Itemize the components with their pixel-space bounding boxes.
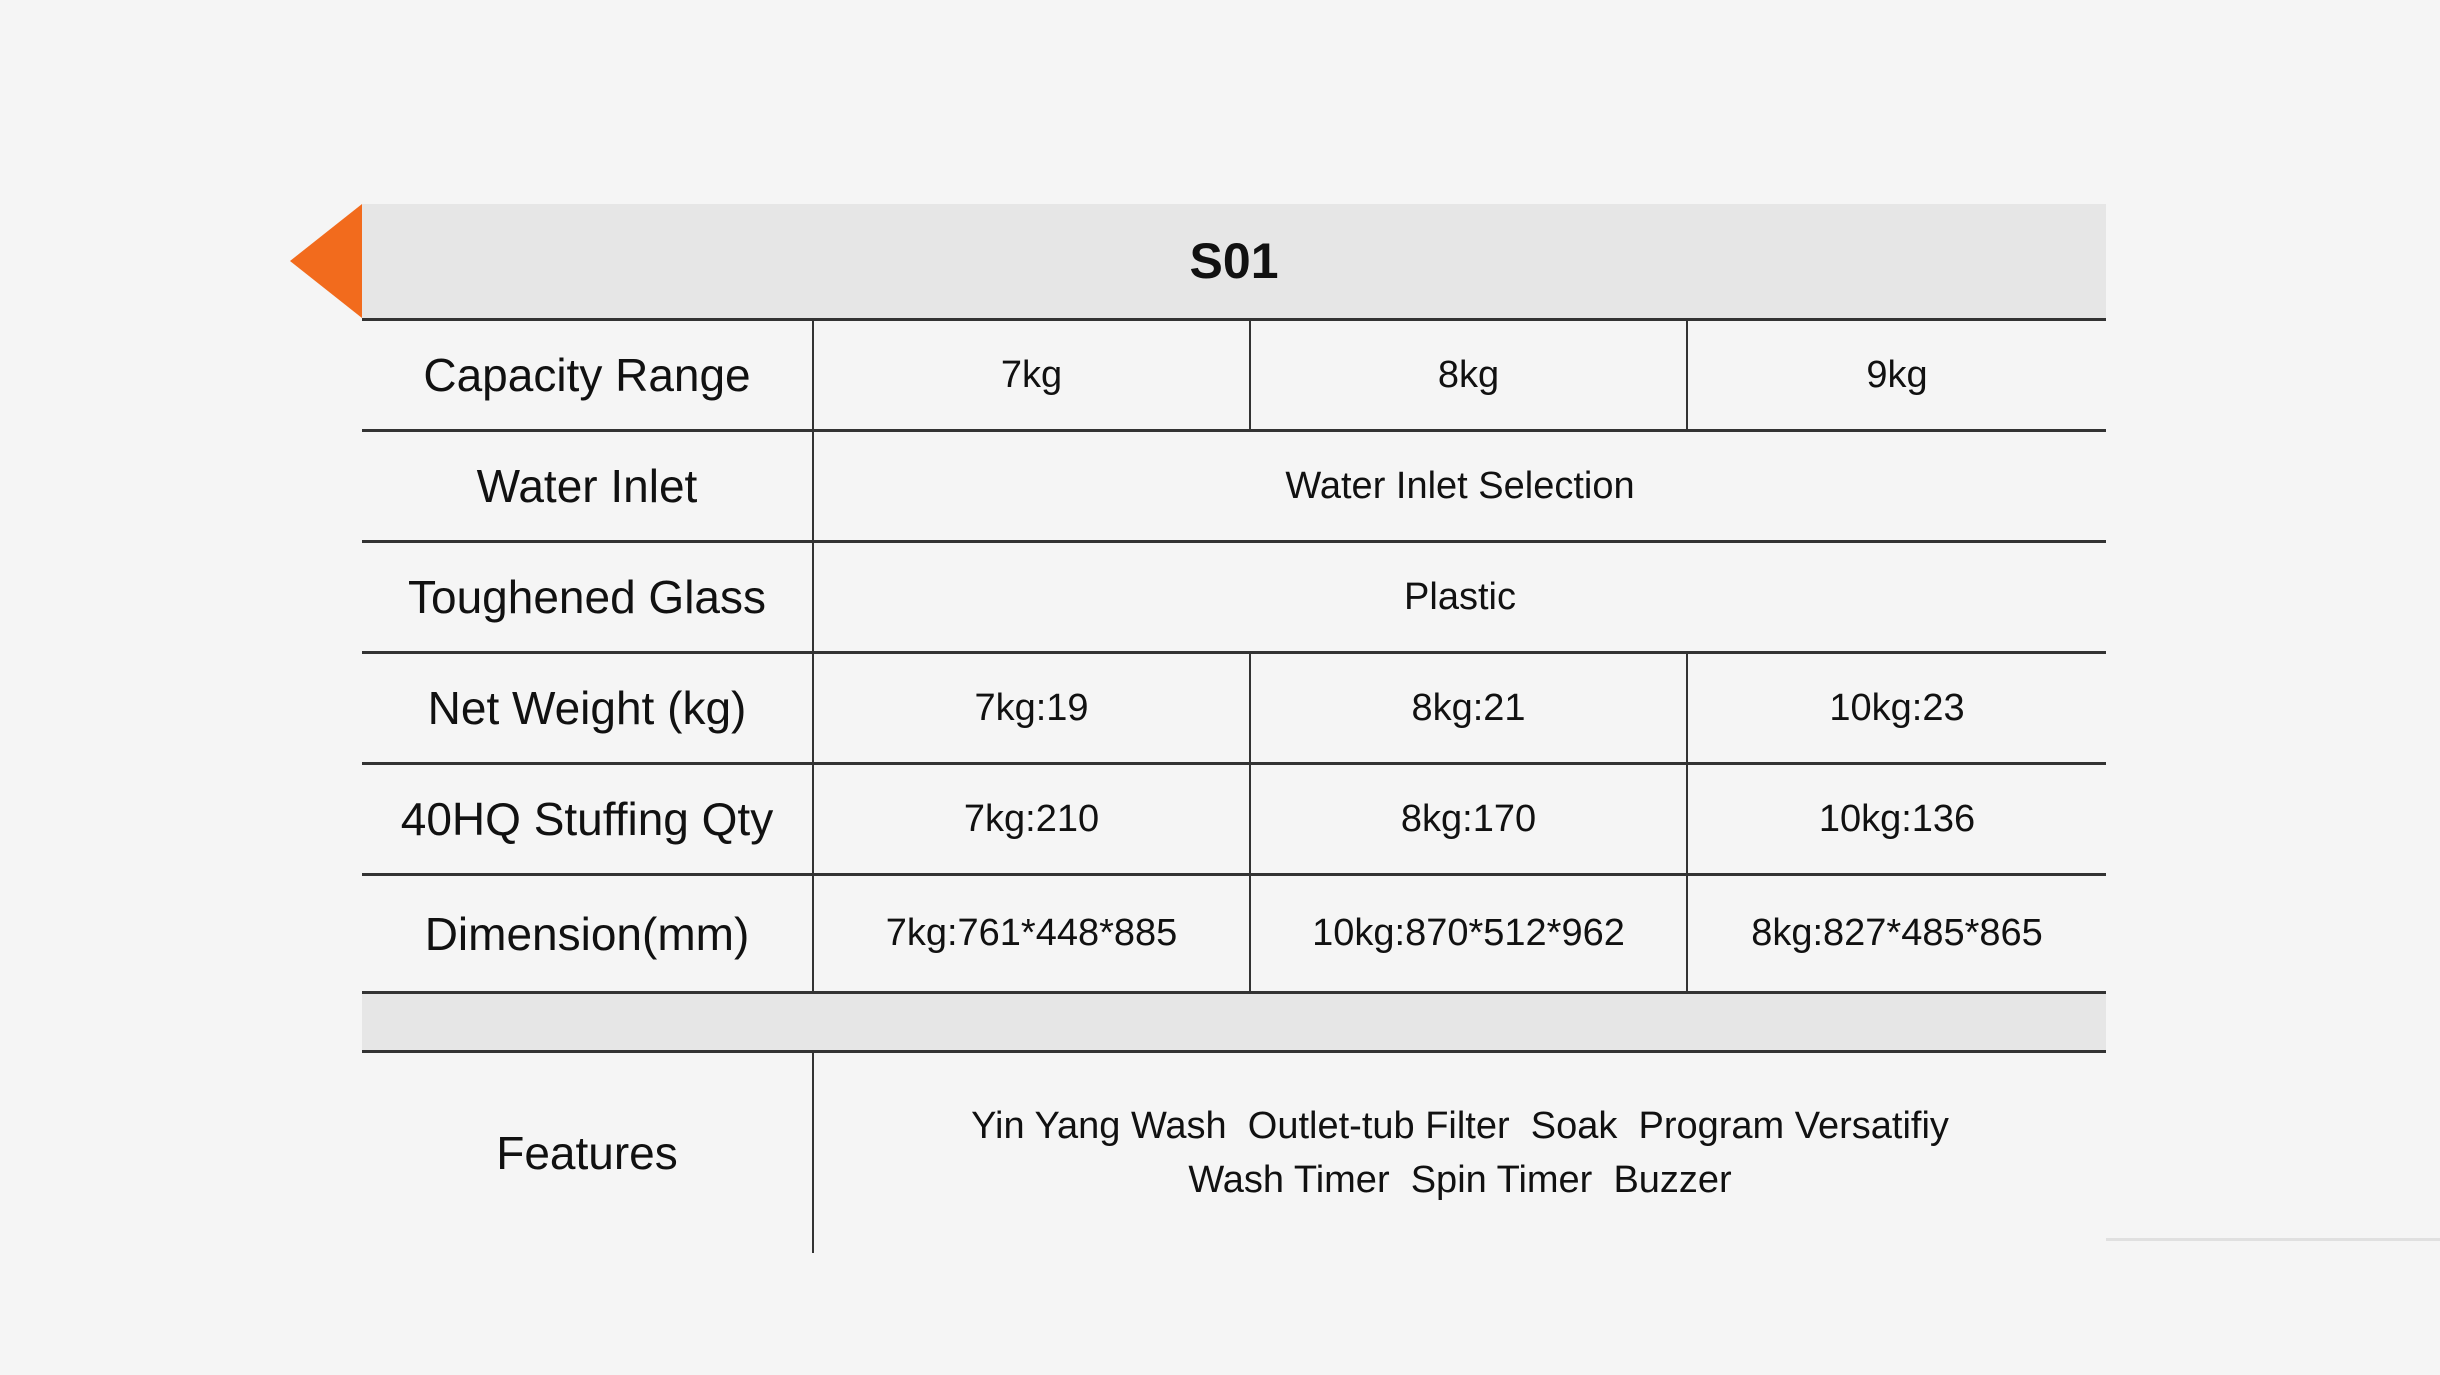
row-label: Net Weight (kg) bbox=[362, 653, 813, 764]
features-label: Features bbox=[496, 1127, 678, 1179]
decorative-line bbox=[2106, 1238, 2440, 1241]
row-value: 7kg:761*448*885 bbox=[813, 875, 1250, 993]
row-value: 10kg:870*512*962 bbox=[1250, 875, 1687, 993]
features-value bbox=[813, 1052, 2106, 1254]
table-title: S01 bbox=[362, 204, 2106, 320]
net-weight-row bbox=[362, 653, 2106, 764]
row-label: Capacity Range bbox=[362, 320, 813, 431]
row-value: 8kg:827*485*865 bbox=[1687, 875, 2106, 993]
dimension-row bbox=[362, 875, 2106, 993]
row-value: 10kg:136 bbox=[1687, 764, 2106, 875]
row-label: Dimension(mm) bbox=[362, 875, 813, 993]
capacity-range-row bbox=[362, 320, 2106, 431]
stuffing-qty-row bbox=[362, 764, 2106, 875]
row-value: 8kg:21 bbox=[1250, 653, 1687, 764]
row-value: 10kg:23 bbox=[1687, 653, 2106, 764]
row-value: 9kg bbox=[1687, 320, 2106, 431]
row-value: 7kg:19 bbox=[813, 653, 1250, 764]
row-label: 40HQ Stuffing Qty bbox=[362, 764, 813, 875]
water-inlet-row bbox=[362, 431, 2106, 542]
row-label: Toughened Glass bbox=[362, 542, 813, 653]
features-line: Yin Yang Wash Outlet-tub Filter Soak Program Versatifiy bbox=[971, 1105, 1949, 1147]
orange-arrow-icon bbox=[290, 204, 362, 318]
row-value: Water Inlet Selection bbox=[813, 431, 2106, 542]
row-value: 8kg:170 bbox=[1250, 764, 1687, 875]
row-value: Plastic bbox=[813, 542, 2106, 653]
spacer-cell bbox=[362, 993, 2106, 1052]
row-label: Water Inlet bbox=[362, 431, 813, 542]
row-value: 7kg:210 bbox=[813, 764, 1250, 875]
features-row bbox=[362, 1052, 2106, 1254]
spec-table bbox=[362, 204, 2106, 1253]
spacer-row bbox=[362, 993, 2106, 1052]
row-value: 8kg bbox=[1250, 320, 1687, 431]
features-line: Wash Timer Spin Timer Buzzer bbox=[1188, 1159, 1732, 1201]
row-value: 7kg bbox=[813, 320, 1250, 431]
title-row bbox=[362, 204, 2106, 320]
toughened-glass-row bbox=[362, 542, 2106, 653]
